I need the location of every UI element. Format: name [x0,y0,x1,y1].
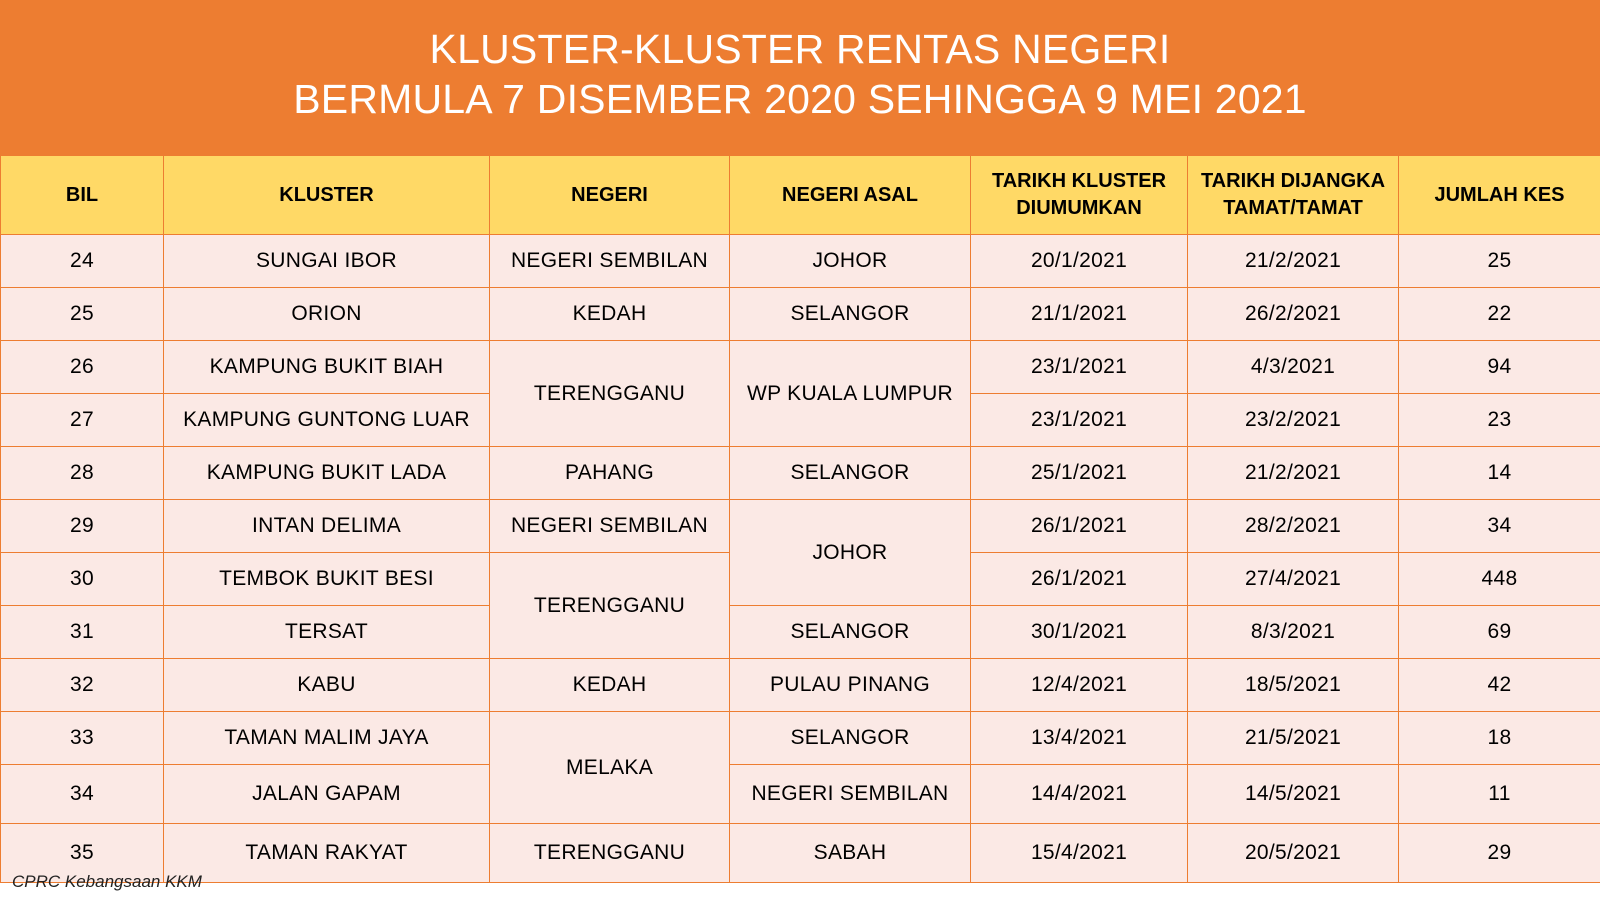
cell-negeri-asal: JOHOR [730,500,971,606]
cell-negeri-asal: SELANGOR [730,447,971,500]
cell-kluster: KABU [164,659,490,712]
cell-kluster: KAMPUNG GUNTONG LUAR [164,394,490,447]
column-header-tarikh-tamat [1188,156,1399,235]
cell-tarikh-tamat: 23/2/2021 [1188,394,1399,447]
cell-negeri-asal: SABAH [730,824,971,883]
column-header-kluster: KLUSTER [164,156,490,235]
cluster-table [0,155,1600,883]
cell-tarikh-tamat: 21/2/2021 [1188,447,1399,500]
table-row [1,824,1600,883]
source-footer: CPRC Kebangsaan KKM [12,872,202,891]
cell-kluster: TERSAT [164,606,490,659]
cell-tarikh-tamat: 28/2/2021 [1188,500,1399,553]
header-text-line: TARIKH KLUSTER [991,170,1167,192]
cell-bil: 26 [1,341,164,394]
page-title-line2: BERMULA 7 DISEMBER 2020 SEHINGGA 9 MEI 2021 [293,76,1307,122]
cell-tarikh-diumumkan: 26/1/2021 [971,500,1188,553]
cell-bil: 34 [1,765,164,824]
cell-kluster: TEMBOK BUKIT BESI [164,553,490,606]
table-row [1,659,1600,712]
table-row [1,447,1600,500]
header-text-line: TAMAT/TAMAT [1223,197,1363,219]
cell-tarikh-tamat: 4/3/2021 [1188,341,1399,394]
cell-tarikh-diumumkan: 25/1/2021 [971,447,1188,500]
cell-negeri-asal: SELANGOR [730,288,971,341]
cell-tarikh-tamat: 21/2/2021 [1188,235,1399,288]
cell-kluster: KAMPUNG BUKIT LADA [164,447,490,500]
table-row [1,500,1600,553]
cell-bil: 24 [1,235,164,288]
cell-negeri: KEDAH [490,288,730,341]
cell-tarikh-diumumkan: 30/1/2021 [971,606,1188,659]
cell-bil: 33 [1,712,164,765]
cell-bil: 30 [1,553,164,606]
header-text-line: TARIKH DIJANGKA [1200,170,1386,192]
cell-tarikh-diumumkan: 26/1/2021 [971,553,1188,606]
cell-jumlah-kes: 14 [1399,447,1600,500]
table-row [1,606,1600,659]
cell-negeri: TERENGGANU [490,553,730,659]
page-title-line1: KLUSTER-KLUSTER RENTAS NEGERI [429,26,1171,72]
column-header-bil: BIL [1,156,164,235]
cell-jumlah-kes: 18 [1399,712,1600,765]
cell-negeri-asal: NEGERI SEMBILAN [730,765,971,824]
cell-kluster: TAMAN RAKYAT [164,824,490,883]
column-header-jumlah-kes: JUMLAH KES [1399,156,1600,235]
cell-tarikh-tamat: 21/5/2021 [1188,712,1399,765]
cell-bil: 29 [1,500,164,553]
cell-tarikh-diumumkan: 15/4/2021 [971,824,1188,883]
cell-bil: 35 [1,824,164,883]
cell-negeri-asal: PULAU PINANG [730,659,971,712]
cell-bil: 32 [1,659,164,712]
column-header-negeri: NEGERI [490,156,730,235]
cell-kluster: KAMPUNG BUKIT BIAH [164,341,490,394]
cell-jumlah-kes: 25 [1399,235,1600,288]
cell-tarikh-diumumkan: 12/4/2021 [971,659,1188,712]
header-text-line: DIUMUMKAN [1016,197,1142,219]
cell-negeri: KEDAH [490,659,730,712]
cell-jumlah-kes: 23 [1399,394,1600,447]
cell-kluster: INTAN DELIMA [164,500,490,553]
cell-jumlah-kes: 34 [1399,500,1600,553]
cell-negeri-asal: SELANGOR [730,606,971,659]
cell-negeri: MELAKA [490,712,730,824]
cell-negeri: NEGERI SEMBILAN [490,500,730,553]
cell-kluster: ORION [164,288,490,341]
column-header-tarikh-diumumkan [971,156,1188,235]
cell-tarikh-diumumkan: 23/1/2021 [971,341,1188,394]
cell-bil: 31 [1,606,164,659]
cell-kluster: SUNGAI IBOR [164,235,490,288]
cell-negeri: TERENGGANU [490,824,730,883]
cell-jumlah-kes: 22 [1399,288,1600,341]
cell-kluster: JALAN GAPAM [164,765,490,824]
table-row [1,765,1600,824]
table-row [1,341,1600,394]
cell-negeri-asal: JOHOR [730,235,971,288]
cell-tarikh-diumumkan: 21/1/2021 [971,288,1188,341]
cell-bil: 28 [1,447,164,500]
cell-negeri: TERENGGANU [490,341,730,447]
table-header-row [1,156,1600,235]
cell-tarikh-tamat: 26/2/2021 [1188,288,1399,341]
cell-bil: 25 [1,288,164,341]
table-row [1,712,1600,765]
cell-jumlah-kes: 94 [1399,341,1600,394]
table-row [1,288,1600,341]
cell-tarikh-diumumkan: 23/1/2021 [971,394,1188,447]
cell-tarikh-tamat: 8/3/2021 [1188,606,1399,659]
page-header [0,0,1600,155]
cell-bil: 27 [1,394,164,447]
table-row [1,235,1600,288]
cell-tarikh-diumumkan: 20/1/2021 [971,235,1188,288]
column-header-negeri-asal: NEGERI ASAL [730,156,971,235]
cell-tarikh-tamat: 14/5/2021 [1188,765,1399,824]
cell-tarikh-diumumkan: 14/4/2021 [971,765,1188,824]
cell-negeri: PAHANG [490,447,730,500]
cell-tarikh-diumumkan: 13/4/2021 [971,712,1188,765]
cell-jumlah-kes: 29 [1399,824,1600,883]
cell-tarikh-tamat: 27/4/2021 [1188,553,1399,606]
cell-negeri-asal: WP KUALA LUMPUR [730,341,971,447]
cell-negeri: NEGERI SEMBILAN [490,235,730,288]
cell-tarikh-tamat: 18/5/2021 [1188,659,1399,712]
cell-jumlah-kes: 11 [1399,765,1600,824]
cell-tarikh-tamat: 20/5/2021 [1188,824,1399,883]
cell-kluster: TAMAN MALIM JAYA [164,712,490,765]
cell-jumlah-kes: 448 [1399,553,1600,606]
cell-jumlah-kes: 42 [1399,659,1600,712]
cell-jumlah-kes: 69 [1399,606,1600,659]
cell-negeri-asal: SELANGOR [730,712,971,765]
